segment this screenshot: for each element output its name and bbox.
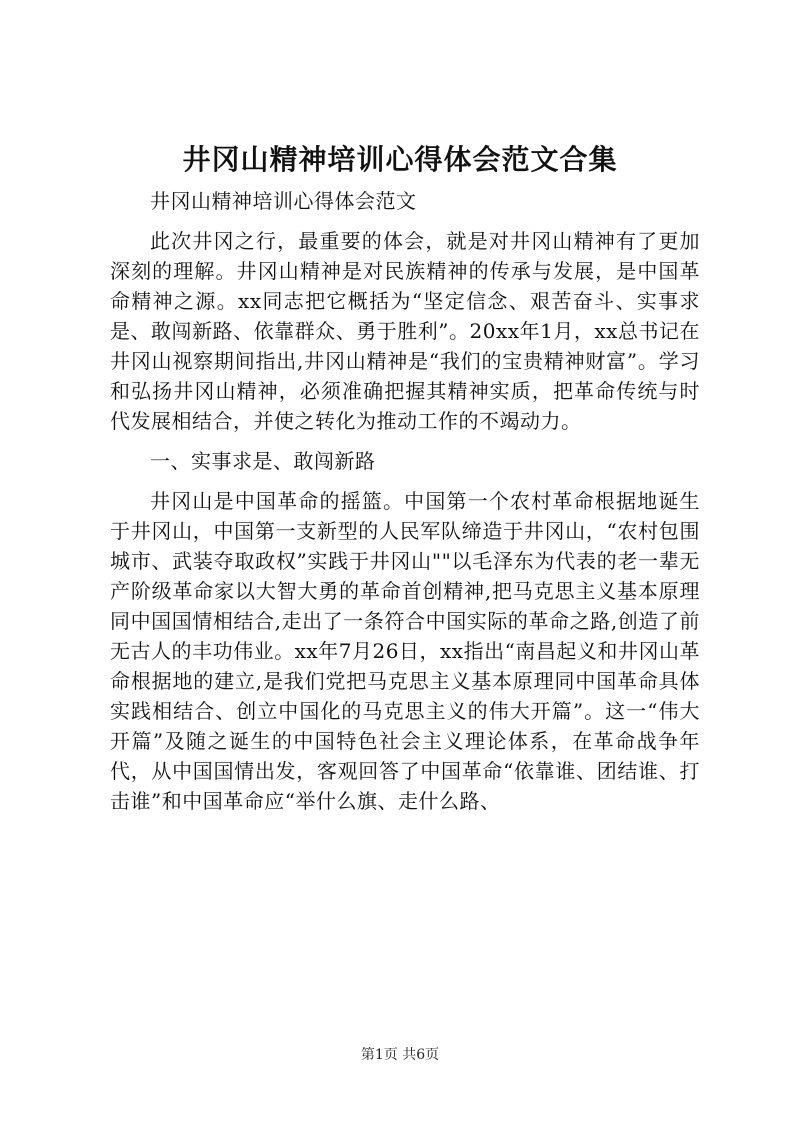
document-body [110,186,700,816]
document-title: 井冈山精神培训心得体会范文合集 [182,143,618,176]
subtitle-paragraph: 井冈山精神培训心得体会范文 [150,189,417,213]
body-paragraph: 此次井冈之行，最重要的体会，就是对井冈山精神有了更加深刻的理解。井冈山精神是对民族精神的传承与发展，是中国革命精神之源。xx同志把它概括为“坚定信念、艰苦奋斗、实事求是、敢闯新路、依靠群众、勇于胜利”。20xx年1月，xx总书记在井冈山视察期间指出,井冈山精神是“我们的宝贵精神财富”。学习和弘扬井冈山精神，必须准确把握其精神实质，把革命传统与时代发展相结合，并使之转化为推动工作的不竭动力。 [110,229,700,433]
section-heading: 一、实事求是、敢闯新路 [150,449,376,473]
page-footer: 第1页 共6页 [360,1047,440,1063]
body-paragraph: 井冈山是中国革命的摇篮。中国第一个农村革命根据地诞生于井冈山，中国第一支新型的人民军队缔造于井冈山，“农村包围城市、武装夺取政权”实践于井冈山""以毛泽东为代表的老一辈无产阶级革命家以大智大勇的革命首创精神,把马克思主义基本原理同中国国情相结合,走出了一条符合中国实际的革命之路,创造了前无古人的丰功伟业。xx年7月26日，xx指出“南昌起义和井冈山革命根据地的建立,是我们党把马克思主义基本原理同中国革命具体实践相结合、创立中国化的马克思主义的伟大开篇”。这一“伟大开篇”及随之诞生的中国特色社会主义理论体系，在革命战争年代，从中国国情出发，客观回答了中国革命“依靠谁、团结谁、打击谁”和中国革命应“举什么旗、走什么路、 [110,489,700,813]
